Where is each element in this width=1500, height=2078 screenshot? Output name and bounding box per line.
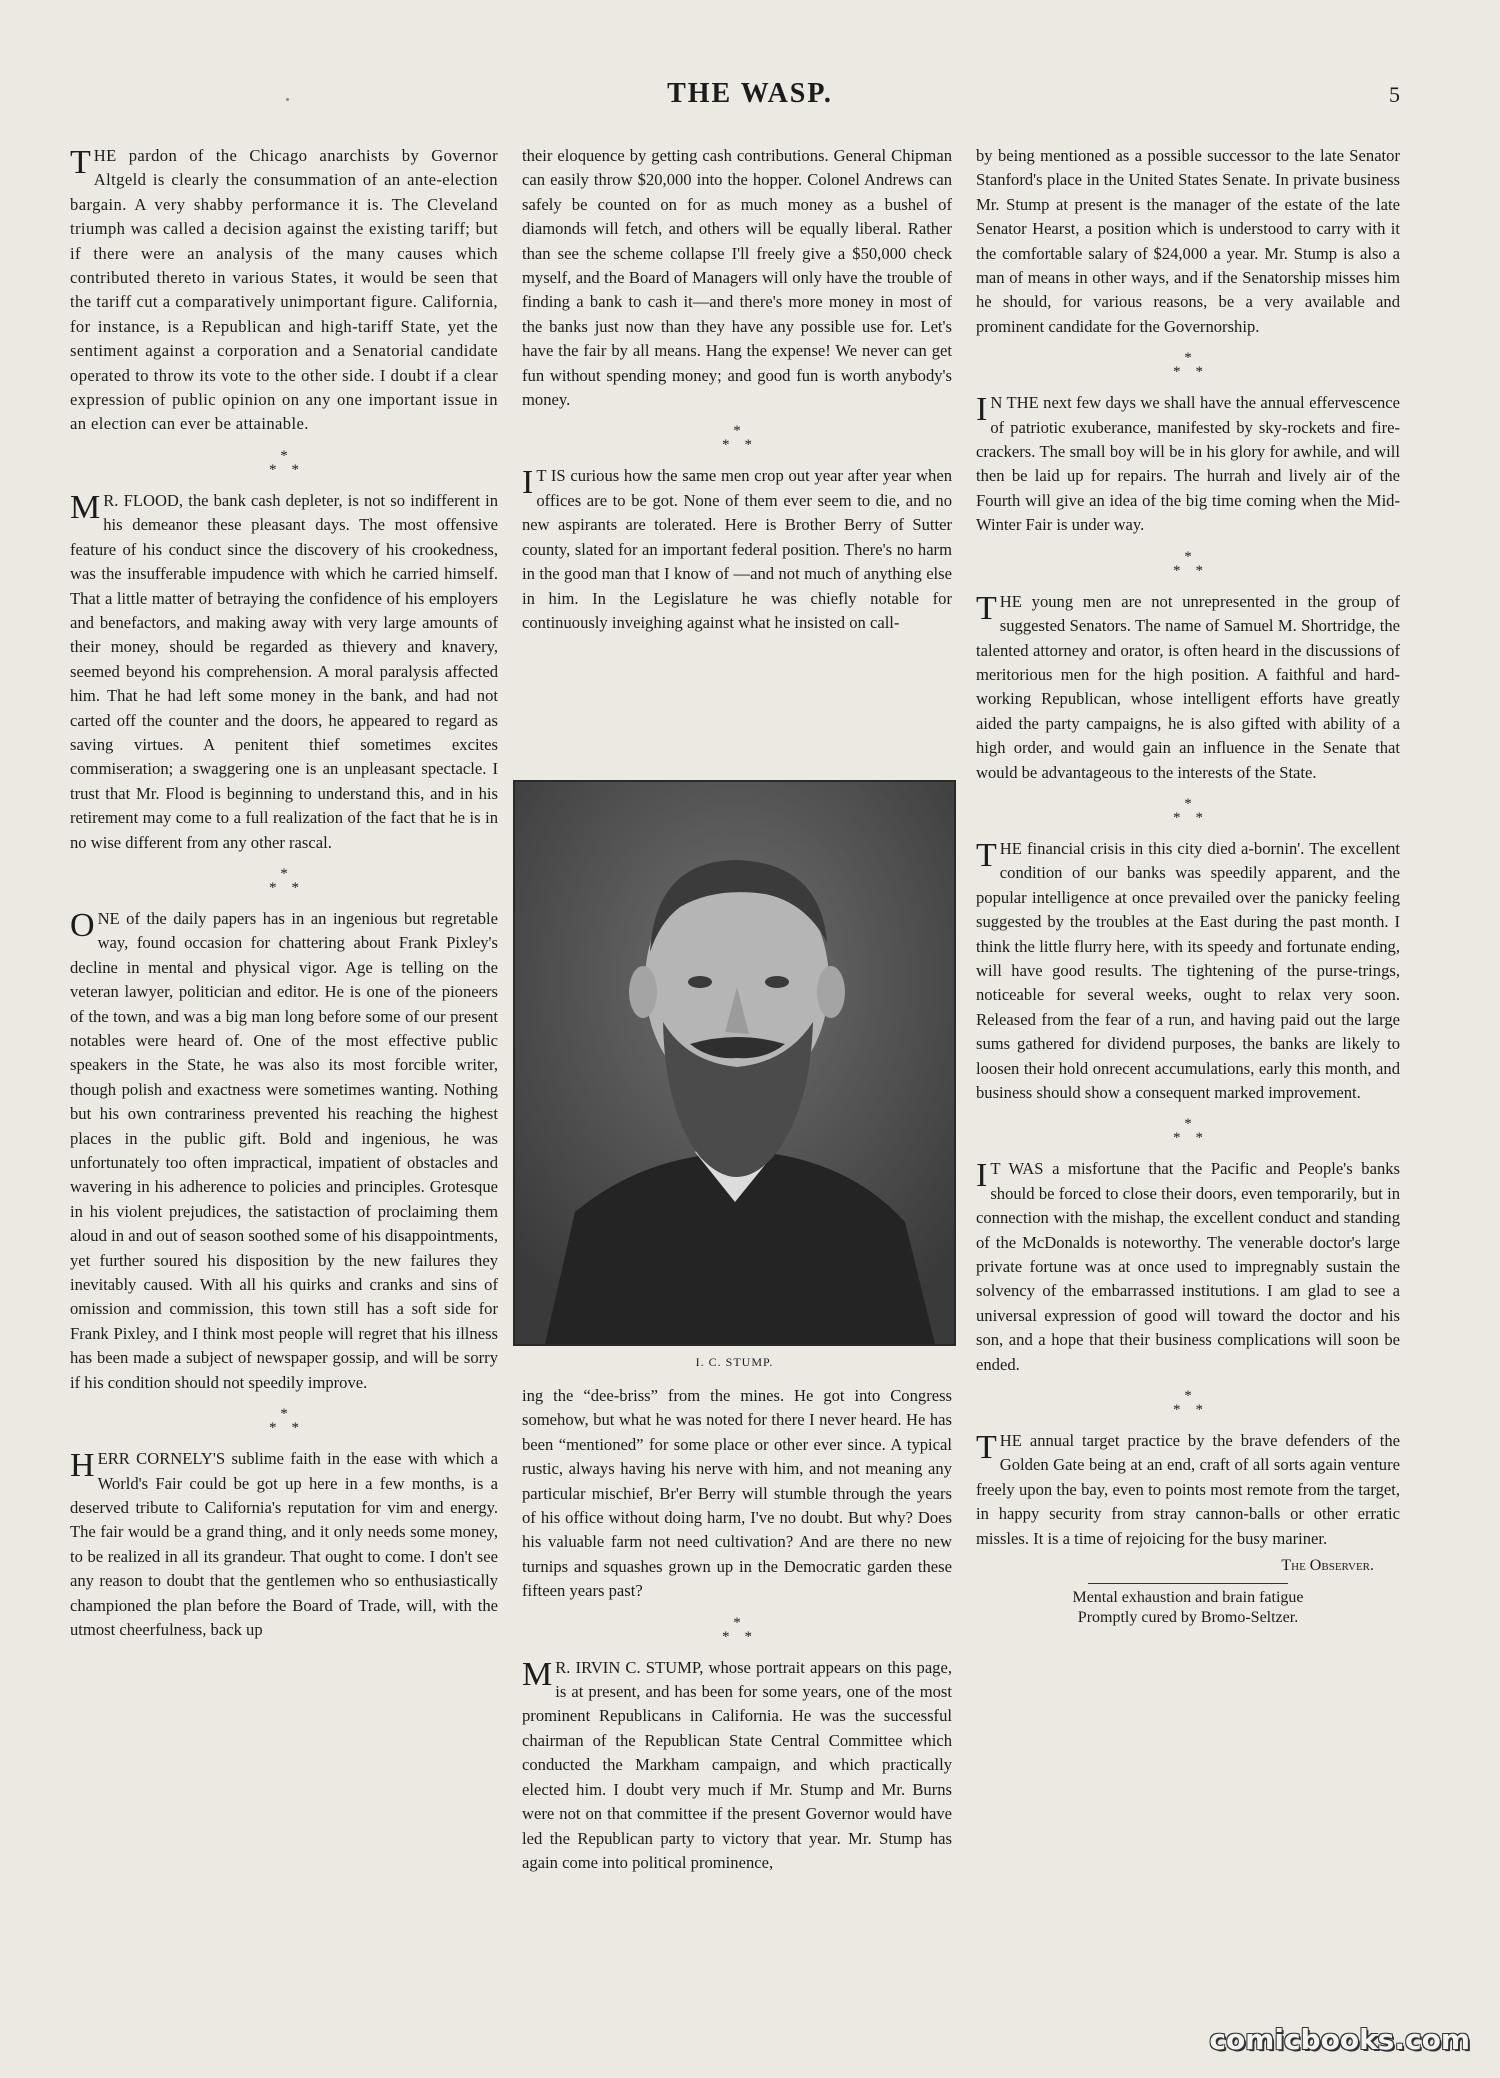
article-target-practice: THE annual target practice by the brave defenders of the Golden Gate being at an end, craft of all sorts again venture freely upon the bay, even to points most remote from the target, in happy security from stray cannon-balls or other erratic missles. It is a time of rejoicing for the busy mariner.	[976, 1429, 1400, 1548]
asterism: * * *	[269, 447, 299, 478]
article-pixley: ONE of the daily papers has in an ingenious but regretable way, found occasion for chattering about Frank Pixley's decline in mental and physical vigor. Age is telling on the veteran lawyer, politician and editor. He is one of the pioneers of the town, and was a big man long before some of our present notables were heard of. One of the most effective public speakers in the State, he was also its most forcible writer, though polish and exactness were sometimes wanting. Nothing but his own contrariness prevented his reaching the highest places in the public gift. Bold and ingenious, he was unfortunately too often impractical, impatient of obstacles and wavering in his adherence to policies and principles. Grotesque in his violent prejudices, the satistaction of proclaiming them aloud in and out of season soothed some of his disappointments, yet further soured his disposition by the new failures they inevitably caused. With all his quirks and cranks and sins of omission and commission, this town still has a soft side for Frank Pixley, and I think most people will regret that his illness has been made a subject of newspaper gossip, and will be sorry if his condition should not speedily improve.	[70, 906, 498, 1392]
article-stump: M R. IRVIN C. STUMP, whose portrait appears on this page, is at present, and has been for some years, one of the most prominent Republicans in California. He was the successful chairman of the Republican State Central Committee which conducted the Markham campaign, and which practically elected him. I doubt very much if Mr. Stump and Mr. Burns were not on that committee if the present Governor would have led the Republican party to victory that year. Mr. Stump has again come into political prominence,	[522, 1655, 952, 1872]
asterism: * * *	[269, 865, 299, 896]
article-berry-continued: ing the “dee-briss” from the mines. He got into Congress somehow, but what he was noted for there I never heard. He has been “mentioned” for some place or other ever since. A typical rustic, always having his nerve with him, and not meaning any particular mischief, Br'er Berry will stumble through the years of his office without doing harm, I've no doubt. But why? Does his valuable farm not need cultivation? And are there no new turnips and squashes grown up in the Democratic garden these fifteen years past?	[522, 1386, 952, 1601]
advert-line-1: Mental exhaustion and brain fatigue	[1072, 1589, 1304, 1607]
article-fair-continued: their eloquence by getting cash contributions. General Chipman can easily throw $20,000 into the hopper. Colonel Andrews can safely be counted on for as much money as a bushel of diamonds will fetch, and others will be equally liberal. Rather than see the scheme collapse I'll freely give a $50,000 check myself, and the Board of Managers will only have the trouble of finding a bank to cash it—and there's more money in most of the banks just now than they have any possible use for. Let's have the fair by all means. Hang the expense! We never can get fun without spending money; and good fun is worth anybody's money.	[522, 146, 952, 410]
signature: The Observer.	[1281, 1557, 1374, 1575]
article-fourth: I N THE next few days we shall have the annual effervescence of patriotic exuberance, manifested by sky-rockets and fire-crackers. The small boy will be in his glory for awhile, and will then be laid up for repairs. The hurrah and lively air of the Fourth will give an idea of the big time coming when the Mid-Winter Fair is under way.	[976, 391, 1400, 535]
speck	[286, 98, 289, 101]
portrait-photo	[513, 780, 956, 1346]
article-stump-continued: by being mentioned as a possible successor to the late Senator Stanford's place in the United States Senate. In private business Mr. Stump at present is the manager of the estate of the late Senator Hearst, a position which is understood to carry with it the comfortable salary of $24,000 a year. Mr. Stump is also a man of means in other ways, and if the Senatorship misses him he should, for various reasons, be a very available and prominent candidate for the Governorship.	[976, 146, 1400, 336]
page-header	[0, 78, 1500, 118]
asterism: * * *	[1173, 795, 1203, 826]
column-2	[522, 144, 952, 635]
column-2-bottom	[522, 1384, 952, 1875]
article-altgeld: THE pardon of the Chicago anarchists by Governor Altgeld is clearly the consummation of an ante-election bargain. A very shabby performance it is. The Cleveland triumph was called a decision against the existing tariff; but if there were an analysis of the many causes which contributed thereto in various States, it would be seen that the tariff cut a comparatively unimportant figure. California, for instance, is a Republican and high-tariff State, yet the sentiment against a corporation and a Senatorial candidate operated to throw its vote to the other side. I doubt if a clear expression of public opinion on any one important issue in an election can ever be attainable.	[70, 144, 498, 434]
article-flood: M R. FLOOD, the bank cash depleter, is not so indifferent in his demeanor these pleasant days. The most offensive feature of his conduct since the discovery of his crookedness, was the insufferable impudence with which he carried himself. That a little matter of betraying the confidence of his employers and benefactors, and making away with very large amounts of their money, should be regarded as thievery and knavery, seemed beyond his comprehension. A moral paralysis affected him. That he had left some money in the bank, and had not carted off the counter and the doors, he appeared to regard as saving virtues. A penitent thief sometimes excites commiseration; a swaggering one is an unpleasant spectacle. I trust that Mr. Flood is beginning to understand this, and in his retirement may come to a full realization of the fact that he is in no wise different from any other rascal.	[70, 488, 498, 852]
asterism: * * *	[1173, 1388, 1203, 1419]
advert-line-2: Promptly cured by Bromo-Seltzer.	[1077, 1609, 1299, 1627]
article-cornely: HERR CORNELY'S sublime faith in the ease with which a World's Fair could be got up here in a few months, is a deserved tribute to California's reputation for vim and energy. The fair would be a grand thing, and it only needs some money, to be realized in all its grandeur. That ought to come. I don't see any reason to doubt that the gentlemen who so enthusiastically championed the plan before the Board of Trade, will, with the utmost cheerfulness, back up	[70, 1447, 498, 1639]
article-shortridge: THE young men are not unrepresented in the group of suggested Senators. The name of Samuel M. Shortridge, the talented attorney and orator, is often heard in the discussions of meritorious men for the high position. A faithful and hard-working Republican, whose intelligent efforts have greatly aided the party campaigns, he is also gifted with ability of a high order, and would gain an influence in the Senate that would be advantageous to the interests of the State.	[976, 589, 1400, 782]
page-number: 5	[1389, 82, 1400, 107]
article-berry: I T IS curious how the same men crop out year after year when offices are to be got. None of them ever seem to die, and no new aspirants are tolerated. Here is Brother Berry of Sutter county, slated for an important federal position. There's no harm in the good man that I know of —and not much of anything else in him. In the Legislature he was chiefly notable for continuously inveighing against what he insisted on call-	[522, 464, 952, 632]
watermark: comicbooks.com	[1209, 2023, 1470, 2056]
article-financial-crisis: THE financial crisis in this city died a-bornin'. The excellent condition of our banks was speedily apparent, and the popular intelligence at once prevailed over the panicky feeling suggested by the troubles at the East during the past month. I think the little flurry here, with its speedy and fortunate ending, will have good results. The tightening of the purse-trings, noticeable for several weeks, ought to relax very soon. Released from the fear of a run, and having paid out the large sums gathered for dividend purposes, the banks are likely to loosen their hold onrecent accumulations, early this month, and business should show a consequent marked improvement.	[976, 836, 1400, 1102]
portrait-image	[515, 782, 954, 1344]
article-banks: I T WAS a misfortune that the Pacific and People's banks should be forced to close their doors, even temporarily, but in connection with the mishap, the excellent conduct and standing of the McDonalds is noteworthy. The venerable doctor's large private fortune was at once used to impregnably sustain the solvency of the embarrassed institutions. I am glad to see a universal expression of good will toward the doctor and his son, and a hope that their business complications will soon be ended.	[976, 1157, 1400, 1374]
asterism: * * *	[269, 1406, 299, 1437]
asterism: * * *	[1173, 350, 1203, 381]
masthead: THE WASP.	[667, 78, 833, 109]
asterism: * * *	[722, 423, 752, 454]
column-3	[976, 144, 1400, 1628]
asterism: * * *	[722, 1614, 752, 1645]
asterism: * * *	[1173, 548, 1203, 579]
divider	[1088, 1583, 1288, 1584]
asterism: * * *	[1173, 1116, 1203, 1147]
column-1	[70, 144, 498, 1642]
portrait-caption: I. C. STUMP.	[695, 1355, 774, 1369]
